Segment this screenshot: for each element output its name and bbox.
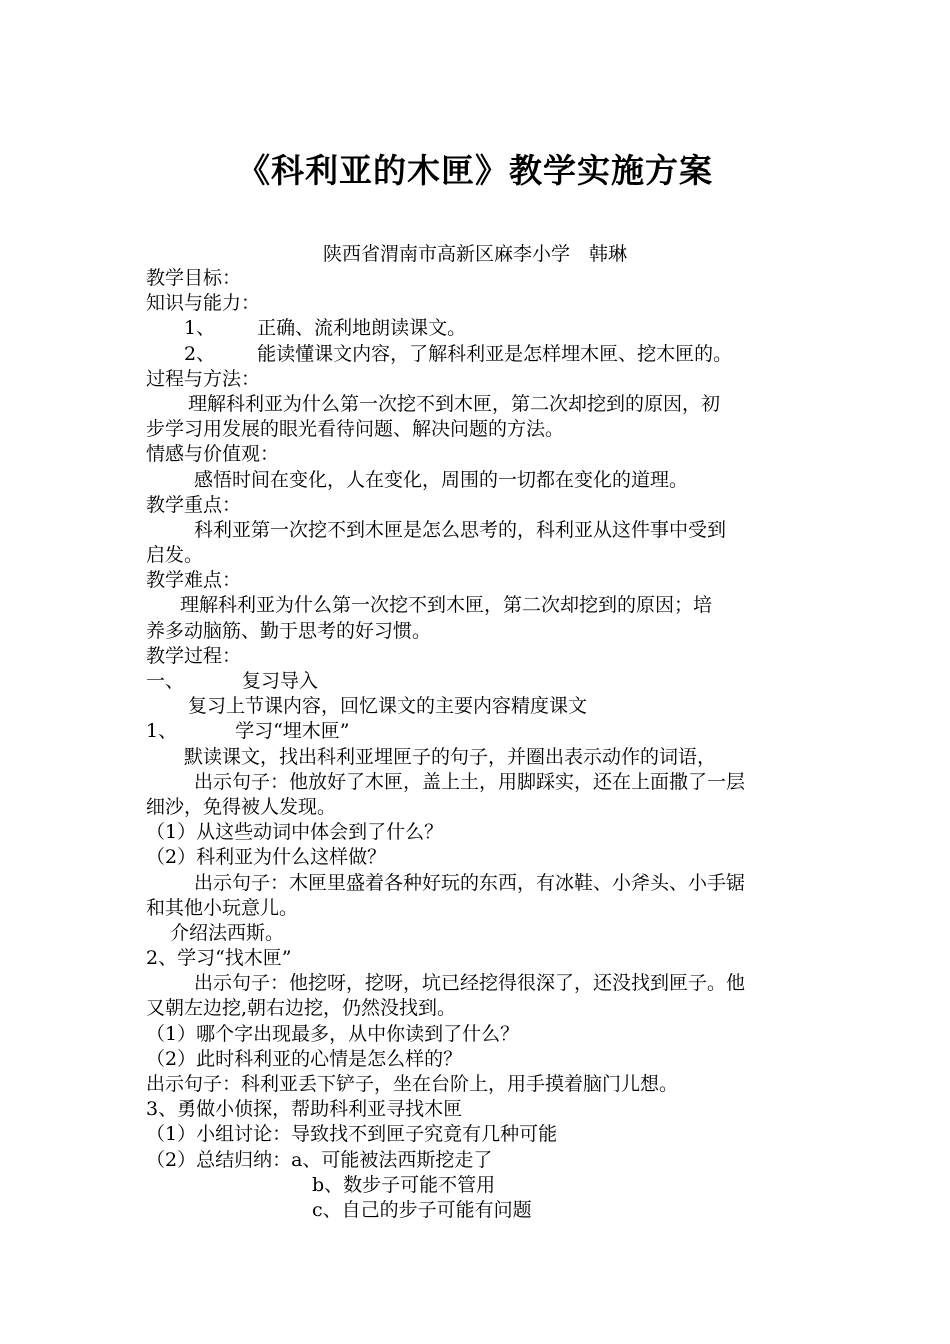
section-detective: 3、勇做小侦探，帮助科利亚寻找木匣 xyxy=(146,1098,463,1121)
section-bury-box xyxy=(146,719,816,744)
paragraph-line: 出示句子：他放好了木匣，盖上土，用脚踩实，还在上面撒了一层 xyxy=(194,770,746,793)
paragraph-line: 启发。 xyxy=(146,544,204,567)
author-line: 陕西省渭南市高新区麻李小学 韩琳 xyxy=(322,243,627,265)
heading-difficulties: 教学难点： xyxy=(146,569,242,592)
item-number: 2、 xyxy=(184,342,216,365)
paragraph-line: 复习上节课内容，回忆课文的主要内容精度课文 xyxy=(188,695,588,718)
item-text: 能读懂课文内容，了解科利亚是怎样埋木匣、挖木匣的。 xyxy=(257,342,733,365)
heading-knowledge-ability: 知识与能力： xyxy=(146,292,261,315)
question-line: （1）从这些动词中体会到了什么？ xyxy=(146,821,444,844)
summary-item: c、自己的步子可能有问题 xyxy=(312,1198,532,1221)
paragraph-line: 出示句子：科利亚丢下铲子，坐在台阶上，用手摸着脑门儿想。 xyxy=(146,1073,679,1095)
paragraph-line: 养多动脑筋、勤于思考的好习惯。 xyxy=(146,619,432,642)
item-text: 正确、流利地朗读课文。 xyxy=(257,317,467,340)
heading-key-points: 教学重点： xyxy=(146,493,242,516)
paragraph-line: 科利亚第一次挖不到木匣是怎么思考的，科利亚从这件事中受到 xyxy=(194,518,727,541)
heading-teaching-goals: 教学目标： xyxy=(146,267,242,289)
heading-emotion-value: 情感与价值观： xyxy=(146,443,280,466)
document-body xyxy=(146,266,816,1223)
paragraph-line: 出示句子：木匣里盛着各种好玩的东西，有冰鞋、小斧头、小手锯 xyxy=(194,871,746,894)
goal-item-2 xyxy=(146,342,816,367)
section-number: 1、 xyxy=(146,720,178,743)
document-title: 《科利亚的木匣》教学实施方案 xyxy=(237,151,713,190)
section-title: 复习导入 xyxy=(242,670,319,692)
paragraph-line: 理解科利亚为什么第一次挖不到木匣，第二次却挖到的原因；培 xyxy=(180,594,713,617)
summary-item: b、数步子可能不管用 xyxy=(312,1173,496,1196)
section-review xyxy=(146,669,816,694)
item-number: 1、 xyxy=(184,317,216,340)
goal-item-1 xyxy=(146,316,816,341)
paragraph-line: 步学习用发展的眼光看待问题、解决问题的方法。 xyxy=(146,418,565,441)
question-line: （2）此时科利亚的心情是怎么样的？ xyxy=(146,1047,463,1070)
heading-teaching-process: 教学过程： xyxy=(146,644,242,667)
section-title: 学习“埋木匣” xyxy=(235,720,350,743)
paragraph-line: 出示句子：他挖呀，挖呀，坑已经挖得很深了，还没找到匣子。他 xyxy=(194,972,746,995)
question-line: （2）科利亚为什么这样做？ xyxy=(146,846,387,869)
paragraph-line: 默读课文，找出科利亚埋匣子的句子，并圈出表示动作的词语， xyxy=(184,745,717,768)
heading-process-method: 过程与方法： xyxy=(146,367,261,390)
paragraph-line: 理解科利亚为什么第一次挖不到木匣，第二次却挖到的原因，初 xyxy=(188,392,721,415)
section-find-box: 2、学习“找木匣” xyxy=(146,947,292,970)
section-number: 一、 xyxy=(146,670,185,692)
paragraph-line: 介绍法西斯。 xyxy=(170,921,285,944)
paragraph-line: 感悟时间在变化，人在变化，周围的一切都在变化的道理。 xyxy=(194,468,689,491)
paragraph-line: 细沙，免得被人发现。 xyxy=(146,795,337,818)
paragraph-line: 和其他小玩意儿。 xyxy=(146,896,299,919)
summary-line: （2）总结归纳：a、可能被法西斯挖走了 xyxy=(146,1148,493,1171)
question-line: （1）哪个字出现最多，从中你读到了什么？ xyxy=(146,1022,520,1045)
question-line: （1）小组讨论：导致找不到匣子究竟有几种可能 xyxy=(146,1123,558,1146)
paragraph-line: 又朝左边挖,朝右边挖，仍然没找到。 xyxy=(146,997,457,1020)
